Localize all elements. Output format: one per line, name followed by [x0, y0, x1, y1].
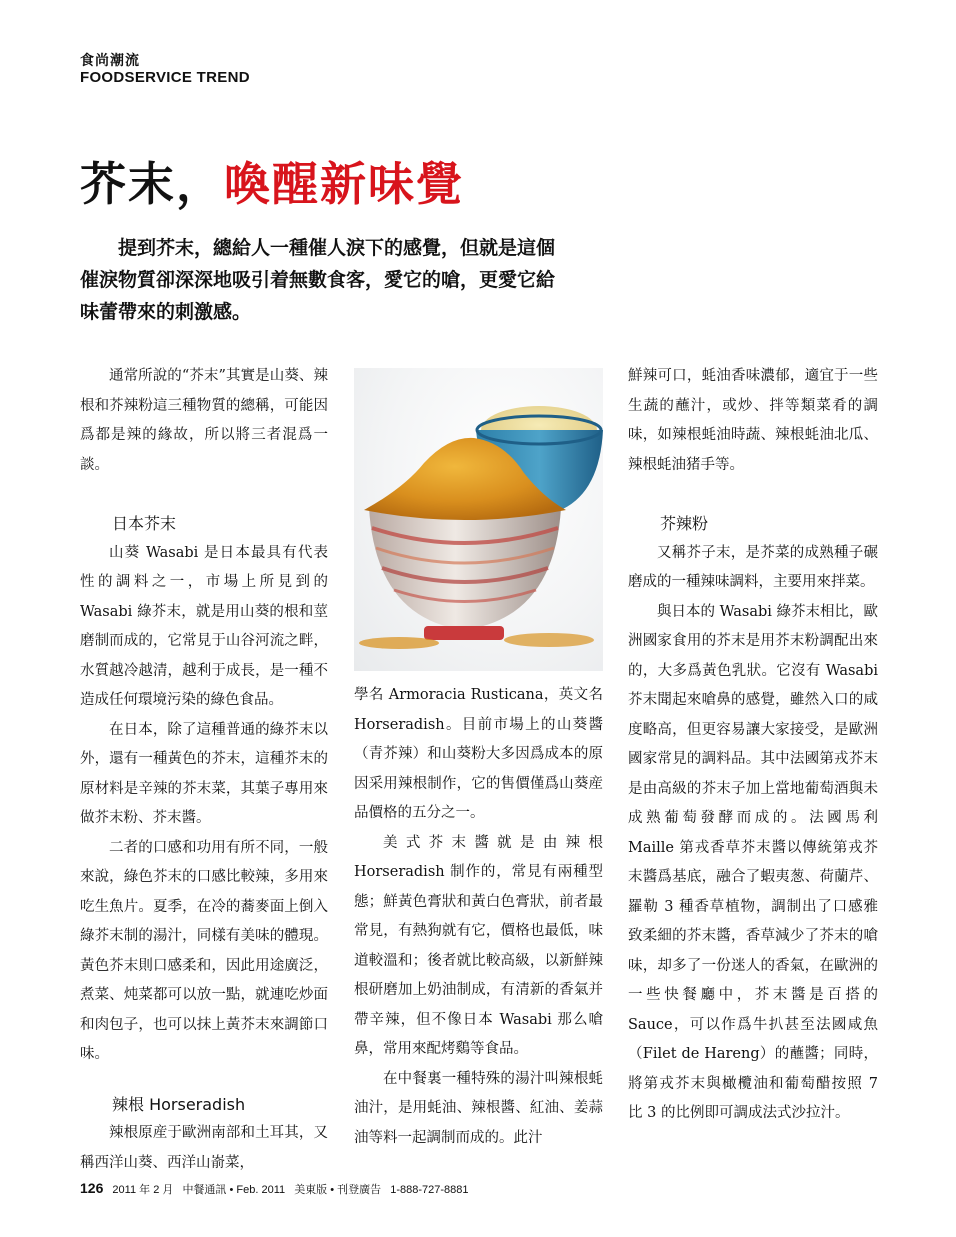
paragraph: 在中餐裏一種特殊的湯汁叫辣根蚝油汁，是用蚝油、辣根醬、紅油、姜蒜油等料一起調制而成的。此汁	[354, 1070, 603, 1146]
mustard-powder-bowls-photo	[354, 368, 603, 671]
issue-date: 2011 年 2 月	[112, 1184, 174, 1196]
paragraph: 鮮辣可口，蚝油香味濃郁，適宜于一些生蔬的蘸汁，或炒、拌等類菜肴的調味，如辣根蚝油時蔬、辣根蚝油北瓜、辣根蚝油猪手等。	[628, 368, 878, 473]
subheading-japanese-mustard: 日本芥末	[112, 514, 177, 533]
paragraph: 又稱芥子末，是芥菜的成熟種子碾磨成的一種辣味調料，主要用來拌菜。	[628, 544, 878, 590]
paragraph: 美式芥末醬就是由辣根 Horseradish 制作的，常見有兩種型態；鮮黃色膏狀和黃白色膏狀，前者最常見，有熱狗就有它，價格也最低，味道較溫和；後者就比較高級，以新鮮辣根研磨加上奶油制成，有清新的香氣并帶辛辣，但不像日本 Wasabi 那么嗆鼻，常用來配烤鷄等食品。	[354, 834, 603, 1057]
page-number: 126	[80, 1180, 104, 1196]
edition-label: 美東版 • 刊登廣告	[294, 1184, 382, 1196]
lead-line-2: 催淚物質卻深深地吸引着無數食客，愛它的嗆，更愛它給	[80, 269, 556, 291]
subheading-mustard-powder: 芥辣粉	[660, 514, 709, 533]
section-label-zh: 食尚潮流	[80, 53, 140, 69]
column-left	[80, 362, 328, 1178]
magazine-name: 中餐通訊 • Feb. 2011	[182, 1184, 286, 1196]
article-title	[80, 148, 464, 214]
phone-number: 1-888-727-8881	[390, 1184, 469, 1196]
bowl-illustration	[354, 368, 603, 671]
lead-line-3: 味蕾帶來的刺激感。	[80, 301, 252, 323]
subheading-horseradish: 辣根 Horseradish	[112, 1094, 246, 1114]
paragraph: 二者的口感和功用有所不同，一般來說，綠色芥末的口感比較辣，多用來吃生魚片。夏季，在冷的蕎麥面上倒入綠芥末制的湯汁，同樣有美味的體現。黃色芥末則口感柔和，因此用途廣泛，煮菜、炖菜都可以放一點，就連吃炒面和肉包子，也可以抹上黃芥末來調節口味。	[80, 839, 328, 1062]
paragraph: 辣根原産于歐洲南部和土耳其，又稱西洋山葵、西洋山嵛菜，	[80, 1125, 328, 1171]
paragraph: 與日本的 Wasabi 綠芥末相比，歐洲國家食用的芥末是用芥末粉調配出來的，大多爲黃色乳狀。它沒有 Wasabi 芥末聞起來嗆鼻的感覺，雖然入口的咸度略高，但更容易讓大家接受，是歐洲國家常見的調料品。其中法國第戎芥末是由高級的芥末子加上當地葡萄酒與未成熟葡萄發酵而成的。法國馬利 Maille 第戎香草芥末醬以傳統第戎芥末醬爲基底，融合了蝦夷葱、荷蘭芹、羅勒 3 種香草植物，調制出了口感雅致柔細的芥末醬，香草減少了芥末的嗆味，却多了一份迷人的香氣，在歐洲的一些快餐廳中，芥末醬是百搭的 Sauce，可以作爲牛扒甚至法國咸魚（Filet de Hareng）的蘸醬；同時，將第戎芥末與橄欖油和葡萄醋按照 7 比 3 的比例即可調成法式沙拉汁。	[628, 603, 879, 1121]
lead-paragraph	[80, 232, 610, 328]
title-part-black: 芥末，	[80, 157, 224, 211]
paragraph: 學名 Armoracia Rusticana，英文名 Horseradish。目前市場上的山葵醬（青芥辣）和山葵粉大多因爲成本的原因采用辣根制作，它的售價僅爲山葵産品價格的五分之一。	[354, 687, 603, 821]
page-footer	[80, 1180, 475, 1197]
column-middle	[354, 681, 603, 1153]
section-label-en: FOODSERVICE TREND	[80, 69, 250, 86]
column-right	[628, 362, 878, 1129]
lead-line-1: 提到芥末，總給人一種催人淚下的感覺，但就是這個	[118, 237, 556, 259]
paragraph: 山葵 Wasabi 是日本最具有代表性的調料之一，市場上所見到的 Wasabi 綠芥末，就是用山葵的根和莖磨制而成的，它常見于山谷河流之畔，水質越冷越清，越利于成長，是一種不造成任何環境污染的綠色食品。	[80, 544, 328, 708]
intro-paragraph: 通常所說的“芥末”其實是山葵、辣根和芥辣粉這三種物質的總稱，可能因爲都是辣的緣故，所以將三者混爲一談。	[80, 368, 328, 473]
paragraph: 在日本，除了這種普通的綠芥末以外，還有一種黃色的芥末，這種芥末的原材料是辛辣的芥末菜，其葉子專用來做芥末粉、芥末醬。	[80, 721, 328, 826]
title-part-red: 喚醒新味覺	[224, 157, 464, 211]
